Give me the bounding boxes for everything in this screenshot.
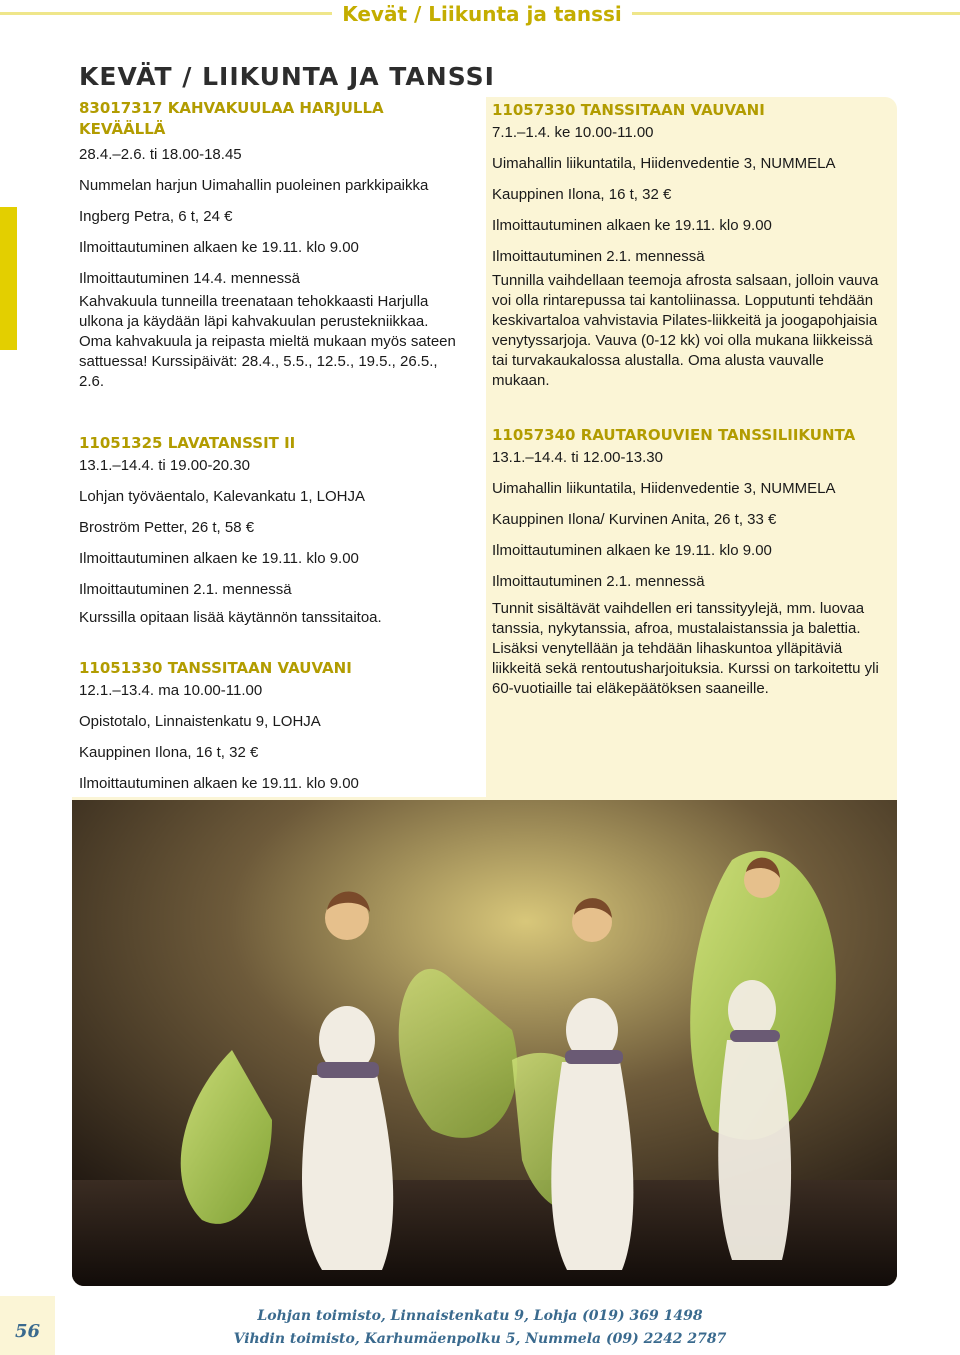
footer-contact bbox=[200, 1305, 760, 1351]
course-code: 11057340 RAUTAROUVIEN TANSSILIIKUNTA bbox=[492, 426, 856, 444]
course-registration-start: Ilmoittautuminen alkaen ke 19.11. klo 9.00 bbox=[492, 542, 772, 559]
course-dates: 13.1.–14.4. ti 12.00-13.30 bbox=[492, 449, 663, 466]
page-number-box bbox=[0, 1296, 55, 1355]
course-location: Uimahallin liikuntatila, Hiidenvedentie 3, NUMMELA bbox=[492, 480, 836, 497]
course-dates: 12.1.–13.4. ma 10.00-11.00 bbox=[79, 682, 263, 699]
course-registration-deadline: Ilmoittautuminen 2.1. mennessä bbox=[492, 248, 705, 265]
course-teacher: Kauppinen Ilona/ Kurvinen Anita, 26 t, 33 € bbox=[492, 511, 777, 528]
course-dates: 7.1.–1.4. ke 10.00-11.00 bbox=[492, 124, 654, 141]
course-location: Lohjan työväentalo, Kalevankatu 1, LOHJA bbox=[79, 488, 366, 505]
course-dates: 28.4.–2.6. ti 18.00-18.45 bbox=[79, 146, 242, 163]
dance-performance-photo bbox=[72, 800, 897, 1286]
course-description: Kahvakuula tunneilla treenataan tehokkaasti Harjulla ulkona ja käydään läpi kahvakuulan perustekniikkaa. Oma kahvakuula ja reipasta mieltä mukaan myös sateen sattuessa! Kurssipäivät: 28.4., 5.5., 12.5., 19.5., 26.5., 2.6. bbox=[79, 293, 456, 390]
course-teacher: Kauppinen Ilona, 16 t, 32 € bbox=[79, 744, 259, 761]
course-location: Uimahallin liikuntatila, Hiidenvedentie 3, NUMMELA bbox=[492, 155, 836, 172]
course-location: Nummelan harjun Uimahallin puoleinen parkkipaikka bbox=[79, 177, 429, 194]
course-registration-deadline: Ilmoittautuminen 14.4. mennessä bbox=[79, 270, 300, 287]
course-description: Tunnit sisältävät vaihdellen eri tanssityylejä, mm. luovaa tanssia, nykytanssia, afroa, mustalaistanssia ja balettia. Lisäksi venytellään ja tehdään lihaskuntoa ylläpitäviä liikkeitä sekä rentoutusharjoituksia. Kurssi on tarkoitettu yli 60-vuotiaille tai eläkepäätöksen saaneille. bbox=[492, 600, 879, 697]
course-dates: 13.1.–14.4. ti 19.00-20.30 bbox=[79, 457, 250, 474]
course-registration-start: Ilmoittautuminen alkaen ke 19.11. klo 9.00 bbox=[492, 217, 772, 234]
course-location: Opistotalo, Linnaistenkatu 9, LOHJA bbox=[79, 713, 321, 730]
course-registration-start: Ilmoittautuminen alkaen ke 19.11. klo 9.00 bbox=[79, 239, 359, 256]
course-registration-deadline: Ilmoittautuminen 2.1. mennessä bbox=[492, 573, 705, 590]
course-code: 11051330 TANSSITAAN VAUVANI bbox=[79, 659, 352, 677]
page-number: 56 bbox=[14, 1321, 41, 1342]
course-teacher: Kauppinen Ilona, 16 t, 32 € bbox=[492, 186, 672, 203]
course-registration-deadline: Ilmoittautuminen 2.1. mennessä bbox=[79, 581, 292, 598]
course-teacher: Broström Petter, 26 t, 58 € bbox=[79, 519, 255, 536]
course-description: Tunnilla vaihdellaan teemoja afrosta salsaan, jolloin vauva voi olla rintarepussa tai kantoliinassa. Lopputunti tehdään keskivartaloa vahvistavia Pilates-liikkeitä ja joogapohjaisia venytyssarjoja. Vauva (0-12 kk) voi olla mukana liikkeissä tai turvakaukalossa alustalla. Oma alusta vauvalle mukaan. bbox=[492, 272, 879, 389]
course-83017317 bbox=[79, 98, 456, 392]
course-code: 11051325 LAVATANSSIT II bbox=[79, 434, 296, 452]
course-registration-start: Ilmoittautuminen alkaen ke 19.11. klo 9.00 bbox=[79, 775, 359, 792]
course-11051325 bbox=[79, 433, 479, 628]
section-tab-marker bbox=[0, 207, 17, 350]
header-rule-left bbox=[0, 12, 332, 15]
course-11057330 bbox=[492, 100, 892, 391]
course-code: 11057330 TANSSITAAN VAUVANI bbox=[492, 101, 765, 119]
course-registration-start: Ilmoittautuminen alkaen ke 19.11. klo 9.00 bbox=[79, 550, 359, 567]
course-11057340 bbox=[492, 425, 892, 699]
footer-line-vihti: Vihdin toimisto, Karhumäenpolku 5, Nummela (09) 2242 2787 bbox=[233, 1331, 727, 1347]
course-code: 83017317 KAHVAKUULAA HARJULLA KEVÄÄLLÄ bbox=[79, 99, 384, 138]
footer-line-lohja: Lohjan toimisto, Linnaistenkatu 9, Lohja (019) 369 1498 bbox=[257, 1308, 703, 1324]
page-title: KEVÄT / LIIKUNTA JA TANSSI bbox=[79, 62, 495, 91]
header-title: Kevät / Liikunta ja tanssi bbox=[342, 2, 622, 26]
course-teacher: Ingberg Petra, 6 t, 24 € bbox=[79, 208, 233, 225]
course-description: Kurssilla opitaan lisää käytännön tanssitaitoa. bbox=[79, 609, 382, 626]
header-rule-right bbox=[632, 12, 960, 15]
